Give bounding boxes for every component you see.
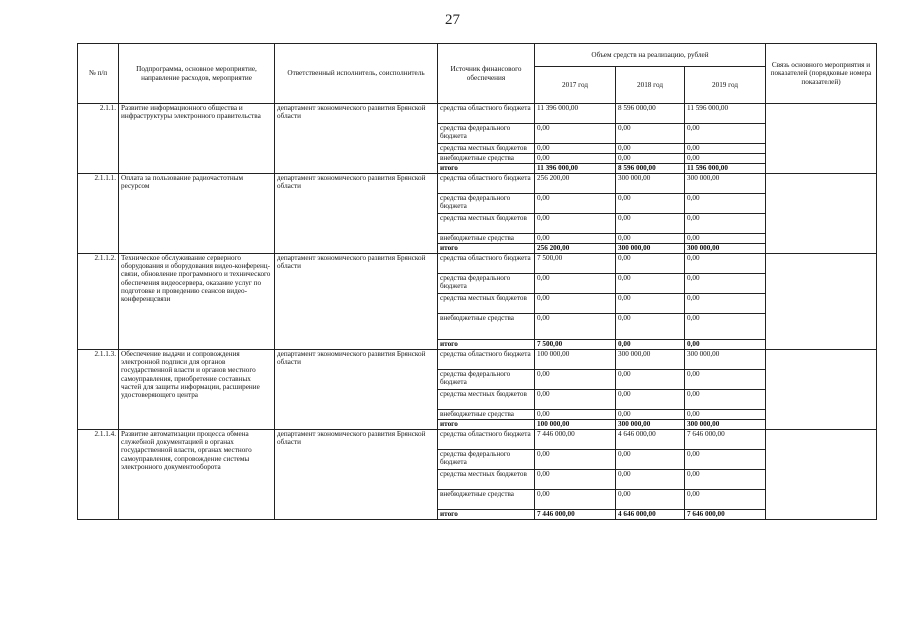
row-name: Техническое обслуживание серверного оборудования и оборудования видео-конференц-связи, обновление программного и технического обеспечения видеосервера, оказание услуг по подготовке и проведению сеансов видео-конференцсвязи (119, 254, 275, 350)
row-code: 2.1.1.1. (78, 174, 119, 254)
table-row (78, 430, 877, 450)
value-cell: 0,00 (616, 234, 685, 244)
header-executor: Ответственный исполнитель, соисполнитель (275, 44, 438, 104)
row-name: Оплата за пользование радиочастотным ресурсом (119, 174, 275, 254)
value-cell: 0,00 (616, 294, 685, 314)
value-cell: 0,00 (616, 370, 685, 390)
value-cell: 100 000,00 (535, 420, 616, 430)
value-cell: 0,00 (535, 214, 616, 234)
value-cell: 0,00 (616, 144, 685, 154)
row-code: 2.1.1.2. (78, 254, 119, 350)
value-cell: 0,00 (685, 470, 766, 490)
value-cell: 300 000,00 (685, 244, 766, 254)
source-label: средства областного бюджета (438, 350, 535, 370)
source-label: средства областного бюджета (438, 430, 535, 450)
header-year-2018: 2018 год (616, 67, 685, 104)
value-cell: 0,00 (616, 194, 685, 214)
header-link: Связь основного мероприятия и показателей (порядковые номера показателей) (766, 44, 877, 104)
value-cell: 4 646 000,00 (616, 510, 685, 520)
value-cell: 8 596 000,00 (616, 104, 685, 124)
row-executor: департамент экономического развития Брянской области (275, 254, 438, 350)
source-label: средства федерального бюджета (438, 124, 535, 144)
value-cell: 0,00 (685, 144, 766, 154)
value-cell: 0,00 (616, 154, 685, 164)
row-name: Развитие информационного общества и инфраструктуры электронного правительства (119, 104, 275, 174)
value-cell: 0,00 (616, 450, 685, 470)
value-cell: 0,00 (685, 124, 766, 144)
value-cell: 7 446 000,00 (535, 510, 616, 520)
source-label: средства местных бюджетов (438, 214, 535, 234)
value-cell: 0,00 (616, 254, 685, 274)
link-cell (766, 350, 877, 430)
value-cell: 256 200,00 (535, 174, 616, 194)
value-cell: 0,00 (535, 470, 616, 490)
value-cell: 0,00 (535, 194, 616, 214)
budget-table (77, 43, 877, 520)
value-cell: 0,00 (535, 234, 616, 244)
source-label: средства федерального бюджета (438, 194, 535, 214)
value-cell: 300 000,00 (616, 350, 685, 370)
source-label: внебюджетные средства (438, 490, 535, 510)
source-label: средства областного бюджета (438, 104, 535, 124)
row-name: Развитие автоматизации процесса обмена служебной документацией в органах государственной власти, органах местного самоуправления, сопровождение системы электронного документооборота (119, 430, 275, 520)
page-number: 27 (445, 12, 460, 28)
value-cell: 0,00 (685, 390, 766, 410)
row-code: 2.1.1.4. (78, 430, 119, 520)
source-label: итого (438, 510, 535, 520)
value-cell: 0,00 (616, 470, 685, 490)
value-cell: 0,00 (685, 274, 766, 294)
value-cell: 7 646 000,00 (685, 510, 766, 520)
value-cell: 0,00 (685, 234, 766, 244)
source-label: итого (438, 164, 535, 174)
value-cell: 0,00 (616, 410, 685, 420)
table-row (78, 174, 877, 194)
value-cell: 11 596 000,00 (685, 164, 766, 174)
value-cell: 0,00 (685, 410, 766, 420)
link-cell (766, 174, 877, 254)
header-num: № п/п (78, 44, 119, 104)
table-row (78, 254, 877, 274)
value-cell: 0,00 (535, 314, 616, 340)
value-cell: 0,00 (616, 490, 685, 510)
value-cell: 7 646 000,00 (685, 430, 766, 450)
value-cell: 300 000,00 (685, 350, 766, 370)
value-cell: 7 500,00 (535, 340, 616, 350)
value-cell: 0,00 (685, 450, 766, 470)
source-label: итого (438, 420, 535, 430)
value-cell: 0,00 (685, 154, 766, 164)
row-executor: департамент экономического развития Брянской области (275, 104, 438, 174)
value-cell: 0,00 (535, 144, 616, 154)
value-cell: 0,00 (685, 314, 766, 340)
source-label: средства местных бюджетов (438, 294, 535, 314)
source-label: средства местных бюджетов (438, 470, 535, 490)
source-label: средства федерального бюджета (438, 370, 535, 390)
value-cell: 0,00 (616, 314, 685, 340)
value-cell: 256 200,00 (535, 244, 616, 254)
row-code: 2.1.1. (78, 104, 119, 174)
value-cell: 300 000,00 (685, 174, 766, 194)
value-cell: 0,00 (685, 294, 766, 314)
value-cell: 0,00 (685, 254, 766, 274)
value-cell: 4 646 000,00 (616, 430, 685, 450)
value-cell: 0,00 (616, 124, 685, 144)
value-cell: 11 396 000,00 (535, 104, 616, 124)
source-label: итого (438, 340, 535, 350)
value-cell: 11 596 000,00 (685, 104, 766, 124)
header-volume: Объем средств на реализацию, рублей (535, 44, 766, 67)
value-cell: 0,00 (535, 390, 616, 410)
link-cell (766, 104, 877, 174)
value-cell: 7 446 000,00 (535, 430, 616, 450)
header-year-2019: 2019 год (685, 67, 766, 104)
value-cell: 11 396 000,00 (535, 164, 616, 174)
value-cell: 0,00 (685, 370, 766, 390)
header-name: Подпрограмма, основное мероприятие, направление расходов, мероприятие (119, 44, 275, 104)
link-cell (766, 254, 877, 350)
table-row (78, 350, 877, 370)
source-label: итого (438, 244, 535, 254)
value-cell: 0,00 (616, 340, 685, 350)
value-cell: 0,00 (616, 274, 685, 294)
row-executor: департамент экономического развития Брянской области (275, 174, 438, 254)
value-cell: 300 000,00 (685, 420, 766, 430)
source-label: средства местных бюджетов (438, 390, 535, 410)
row-name: Обеспечение выдачи и сопровождения электронной подписи для органов государственной власти и органов местного самоуправления, приобретение составных частей для защиты информации, расширение удостоверяющего центра (119, 350, 275, 430)
value-cell: 0,00 (535, 294, 616, 314)
value-cell: 0,00 (685, 214, 766, 234)
value-cell: 0,00 (616, 390, 685, 410)
value-cell: 300 000,00 (616, 244, 685, 254)
source-label: средства областного бюджета (438, 254, 535, 274)
value-cell: 7 500,00 (535, 254, 616, 274)
value-cell: 0,00 (685, 490, 766, 510)
value-cell: 0,00 (685, 194, 766, 214)
value-cell: 0,00 (535, 124, 616, 144)
value-cell: 0,00 (535, 410, 616, 420)
value-cell: 300 000,00 (616, 420, 685, 430)
value-cell: 0,00 (535, 154, 616, 164)
value-cell: 8 596 000,00 (616, 164, 685, 174)
link-cell (766, 430, 877, 520)
source-label: внебюджетные средства (438, 154, 535, 164)
source-label: средства федерального бюджета (438, 274, 535, 294)
header-source: Источник финансового обеспечения (438, 44, 535, 104)
value-cell: 0,00 (535, 370, 616, 390)
row-executor: департамент экономического развития Брянской области (275, 350, 438, 430)
value-cell: 0,00 (616, 214, 685, 234)
source-label: внебюджетные средства (438, 234, 535, 244)
value-cell: 0,00 (535, 450, 616, 470)
source-label: средства федерального бюджета (438, 450, 535, 470)
row-code: 2.1.1.3. (78, 350, 119, 430)
source-label: внебюджетные средства (438, 410, 535, 420)
value-cell: 100 000,00 (535, 350, 616, 370)
row-executor: департамент экономического развития Брянской области (275, 430, 438, 520)
table-row (78, 104, 877, 124)
value-cell: 0,00 (535, 490, 616, 510)
source-label: средства областного бюджета (438, 174, 535, 194)
source-label: средства местных бюджетов (438, 144, 535, 154)
value-cell: 0,00 (535, 274, 616, 294)
source-label: внебюджетные средства (438, 314, 535, 340)
value-cell: 0,00 (685, 340, 766, 350)
value-cell: 300 000,00 (616, 174, 685, 194)
header-year-2017: 2017 год (535, 67, 616, 104)
